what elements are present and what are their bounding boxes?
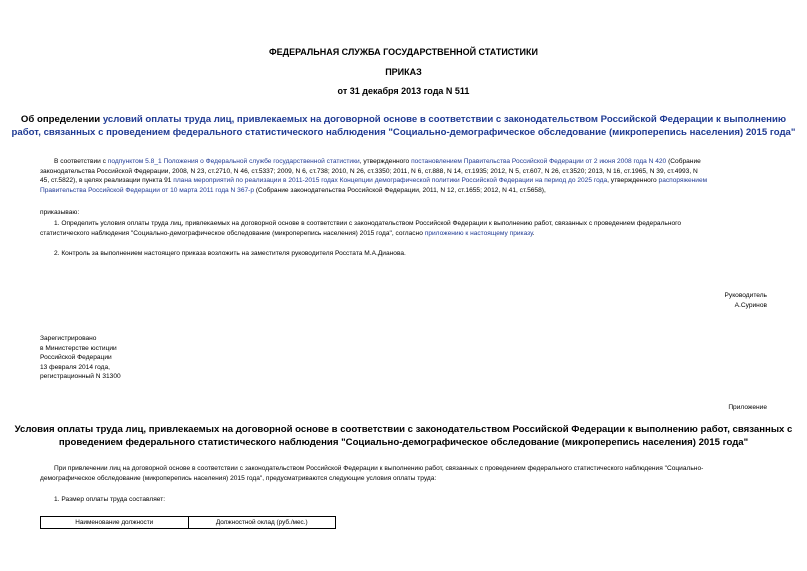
preamble-text-c: (Собрание	[666, 158, 701, 165]
order-item-1-line2: статистического наблюдения "Социально-демографическое обследование (микроперепись населения) 2015 года", согласно	[40, 229, 425, 237]
appendix-title	[0, 423, 807, 449]
appendix-point-1: 1. Размер оплаты труда составляет:	[54, 496, 166, 503]
order-item-1	[40, 219, 770, 238]
preamble-l3-a: 45, ст.5822), в целях реализации пункта 91	[40, 177, 174, 184]
link-polozhenie[interactable]: подпунктом 5.8_1 Положения о Федеральной службе государственной статистики	[107, 158, 360, 165]
order-item-2: 2. Контроль за выполнением настоящего приказа возложить на заместителя руководителя Росстата М.А.Дианова.	[54, 250, 406, 257]
signature-name: А.Суринов	[734, 302, 767, 309]
appendix-intro-line1: При привлечении лиц на договорной основе в соответствии с законодательством Российской Федерации к выполнению работ, связанных с проведением федерального статистического наблюдения "Социально-	[54, 465, 704, 472]
link-plan[interactable]: плана мероприятий по реализации в 2011-2015 годах Концепции демографической политики Российской Федерации на период до 2025 года	[173, 177, 608, 184]
table-header-position: Наименование должности	[41, 517, 189, 529]
registration-line: 13 февраля 2014 года,	[40, 363, 110, 371]
table-header-row	[41, 517, 336, 529]
registration-block	[40, 334, 121, 382]
registration-line: Зарегистрировано	[40, 335, 97, 342]
title-link[interactable]: условий оплаты труда лиц, привлекаемых на договорной основе в соответствии с законодательством Российской Федерации к выполнению	[102, 114, 787, 125]
preamble	[40, 157, 770, 195]
order-item-1-line1: 1. Определить условия оплаты труда лиц, привлекаемых на договорной основе в соответствии с законодательством Российской Федерации к выполнению работ, связанных с проведением федерального	[54, 220, 682, 227]
signature-role: Руководитель	[724, 292, 767, 299]
doc-date: от 31 декабря 2013 года N 511	[337, 86, 470, 96]
appendix-label: Приложение	[728, 404, 767, 411]
table-header-salary: Должностной оклад (руб./мес.)	[188, 517, 336, 529]
registration-line: в Министерстве юстиции	[40, 344, 117, 352]
doc-type: ПРИКАЗ	[385, 67, 422, 77]
preamble-text-a: В соответствии с	[54, 158, 108, 165]
link-rasporyazhenie-cont[interactable]: Правительства Российской Федерации от 10 марта 2011 года N 367-р	[40, 186, 255, 194]
appendix-intro-line2: демографическое обследование (микроперепись населения) 2015 года", предусматриваются следующие условия оплаты труда:	[40, 474, 437, 482]
link-prilozhenie[interactable]: приложению к настоящему приказу	[424, 229, 533, 237]
link-rasporyazhenie[interactable]: распоряжением	[658, 177, 708, 184]
org-name: ФЕДЕРАЛЬНАЯ СЛУЖБА ГОСУДАРСТВЕННОЙ СТАТИСТИКИ	[269, 47, 538, 57]
salary-table	[40, 516, 336, 529]
preamble-l4-b: (Собрание законодательства Российской Федерации, 2011, N 12, ст.1655; 2012, N 41, ст.5658),	[254, 186, 546, 194]
preamble-l3-b: , утвержденного	[607, 177, 659, 184]
order-item-1-end: .	[532, 229, 535, 237]
title-link-line2[interactable]: работ, связанных с проведением федерального статистического наблюдения "Социально-демографическое обследование (микроперепись населения) 2015 года"	[11, 127, 796, 138]
appendix-title-line2: проведением федерального статистического наблюдения "Социально-демографическое обследование (микроперепись населения) 2015 года"	[58, 437, 749, 448]
link-postanovlenie[interactable]: постановлением Правительства Российской Федерации от 2 июня 2008 года N 420	[411, 158, 667, 165]
registration-line: регистрационный N 31300	[40, 373, 121, 380]
preamble-line2: законодательства Российской Федерации, 2008, N 23, ст.2710, N 46, ст.5337; 2009, N 6, ст.738; 2010, N 26, ст.3350; 2011, N 6, ст.888, N 14, ст.1935; 2012, N 5, ст.607, N 26, ст.3520; 2013, N 16, ст.1965, N 39, ст.4993, N	[40, 167, 698, 175]
appendix-title-line1: Условия оплаты труда лиц, привлекаемых на договорной основе в соответствии с законодательством Российской Федерации к выполнению работ, связанных с	[14, 424, 793, 435]
registration-line: Российской Федерации	[40, 354, 112, 361]
appendix-intro	[40, 464, 770, 483]
prikazyvayu: приказываю:	[40, 209, 80, 216]
document-title	[0, 113, 807, 139]
title-prefix: Об определении	[20, 114, 103, 125]
preamble-text-b: , утвержденного	[359, 158, 412, 165]
